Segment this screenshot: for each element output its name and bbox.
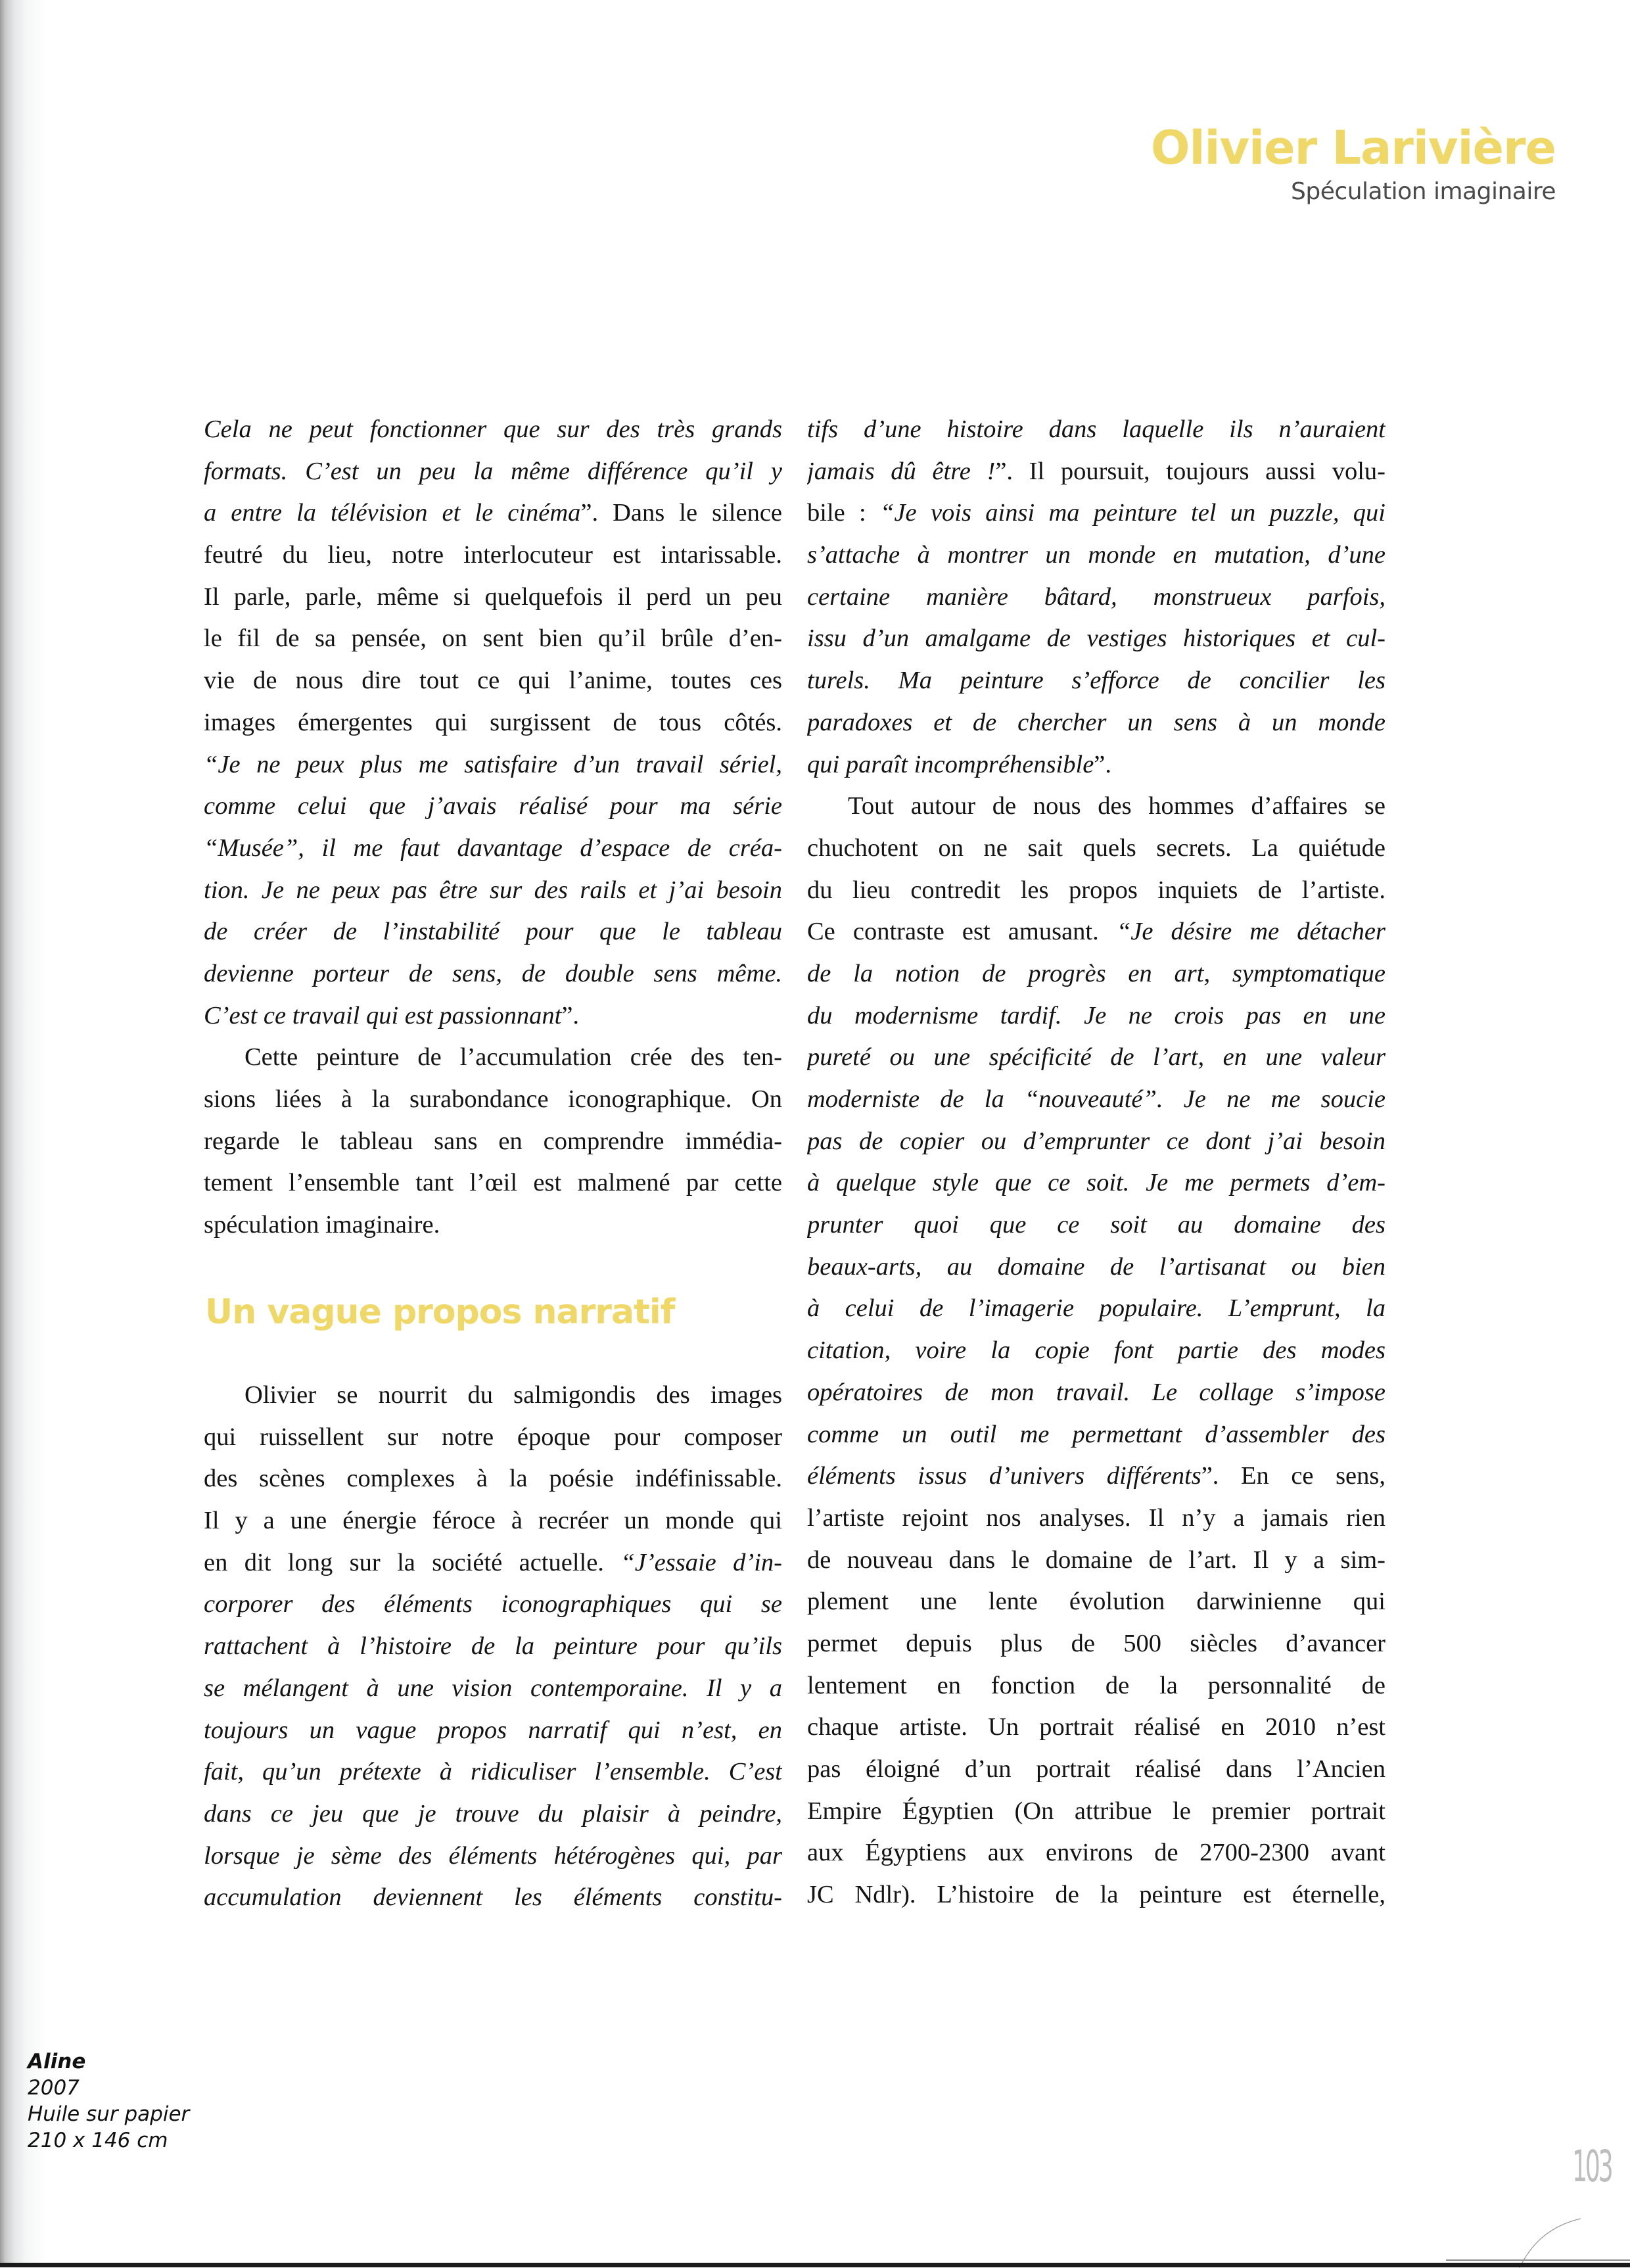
text-line xyxy=(807,534,1386,577)
body-text: tement l’ensemble tant l’œil est malmené par cette xyxy=(204,1169,782,1197)
text-line xyxy=(204,995,782,1037)
body-text: Il y a une énergie féroce à recréer un monde qui xyxy=(204,1507,782,1535)
body-text: de nouveau dans le domaine de l’art. Il y a sim- xyxy=(807,1546,1386,1574)
artwork-medium: Huile sur papier xyxy=(28,2102,190,2126)
text-line xyxy=(807,1330,1386,1372)
quote-text: devienne porteur de sens, de double sens même. xyxy=(204,959,782,987)
text-line xyxy=(204,1121,782,1163)
text-line xyxy=(204,1204,782,1246)
text-line xyxy=(807,1540,1386,1582)
quote-text: Cela ne peut fonctionner que sur des très grands xyxy=(204,415,782,443)
quote-text: qui paraît incompréhensible xyxy=(807,750,1094,778)
quote-text: dans ce jeu que je trouve du plaisir à peindre, xyxy=(204,1799,782,1828)
body-text: permet depuis plus de 500 siècles d’avancer xyxy=(807,1629,1386,1657)
body-text: Olivier se nourrit du salmigondis des images xyxy=(244,1381,782,1409)
text-line xyxy=(807,1246,1386,1288)
body-text: Cette peinture de l’accumulation crée des ten- xyxy=(244,1043,782,1072)
text-line xyxy=(807,1581,1386,1623)
text-line xyxy=(204,953,782,995)
quote-text: a entre la télévision et le cinéma xyxy=(204,499,581,527)
scan-bottom-edge xyxy=(0,2263,1630,2267)
artwork-caption xyxy=(28,2048,189,2154)
body-text: vie de nous dire tout ce qui l’anime, toutes ces xyxy=(204,667,782,695)
text-line xyxy=(807,786,1386,828)
quote-text: “Je désire me détacher xyxy=(1116,918,1386,946)
text-line xyxy=(204,702,782,744)
text-line xyxy=(204,1710,782,1752)
page-number: 103 xyxy=(1572,2141,1612,2192)
text-line xyxy=(807,744,1386,786)
quote-text: toujours un vague propos narratif qui n’est, en xyxy=(204,1716,782,1744)
quote-text: opératoires de mon travail. Le collage s’impose xyxy=(807,1378,1386,1406)
text-line xyxy=(204,1458,782,1500)
text-line xyxy=(807,1791,1386,1833)
text-line xyxy=(807,451,1386,493)
quote-text: lorsque je sème des éléments hétérogènes qui, par xyxy=(204,1841,782,1870)
text-line xyxy=(204,534,782,577)
text-line xyxy=(807,1372,1386,1414)
quote-text: à celui de l’imagerie populaire. L’emprunt, la xyxy=(807,1294,1386,1323)
text-line xyxy=(807,1707,1386,1749)
quote-text: pas de copier ou d’emprunter ce dont j’ai besoin xyxy=(807,1127,1386,1155)
left-column-top xyxy=(204,409,782,1246)
text-line xyxy=(807,577,1386,619)
text-line xyxy=(204,870,782,912)
left-column-bottom xyxy=(204,1375,782,1919)
text-line xyxy=(204,1079,782,1121)
quote-text: issu d’un amalgame de vestiges historiques et cul- xyxy=(807,625,1386,653)
body-text: chaque artiste. Un portrait réalisé en 2010 n’est xyxy=(807,1713,1386,1741)
quote-text: se mélangent à une vision contemporaine. Il y a xyxy=(204,1674,782,1702)
text-line xyxy=(204,911,782,953)
body-text: ”. xyxy=(1094,750,1112,778)
text-line xyxy=(204,744,782,786)
body-text: JC Ndlr). L’histoire de la peinture est éternelle, xyxy=(807,1881,1386,1909)
quote-text: citation, voire la copie font partie des modes xyxy=(807,1336,1386,1365)
quote-text: à quelque style que ce soit. Je me permets d’em- xyxy=(807,1169,1386,1197)
quote-text: certaine manière bâtard, monstrueux parfois, xyxy=(807,582,1386,611)
quote-text: moderniste de la “nouveauté”. Je ne me soucie xyxy=(807,1085,1386,1113)
text-line xyxy=(807,1121,1386,1163)
text-line xyxy=(807,1079,1386,1121)
text-line xyxy=(204,1037,782,1079)
text-line xyxy=(807,1414,1386,1456)
text-line xyxy=(204,1417,782,1459)
text-line xyxy=(204,1500,782,1542)
text-line xyxy=(807,1162,1386,1204)
text-line xyxy=(204,786,782,828)
text-line xyxy=(807,911,1386,953)
body-text: bile : xyxy=(807,499,881,527)
article-subtitle: Spéculation imaginaire xyxy=(1291,178,1556,205)
text-line xyxy=(807,660,1386,702)
text-line xyxy=(807,702,1386,744)
text-line xyxy=(204,1877,782,1919)
body-text: spéculation imaginaire. xyxy=(204,1211,440,1239)
body-text: qui ruissellent sur notre époque pour composer xyxy=(204,1423,782,1451)
quote-text: “J’essaie d’in- xyxy=(620,1548,782,1576)
quote-text: accumulation deviennent les éléments constitu- xyxy=(204,1883,782,1912)
quote-text: C’est ce travail qui est passionnant xyxy=(204,1001,562,1029)
body-text: aux Égyptiens aux environs de 2700-2300 avant xyxy=(807,1839,1386,1867)
body-text: ”. Il poursuit, toujours aussi volu- xyxy=(995,457,1386,485)
text-line xyxy=(807,1665,1386,1707)
text-line xyxy=(204,1668,782,1710)
quote-text: de créer de l’instabilité pour que le tableau xyxy=(204,918,782,946)
text-line xyxy=(807,1623,1386,1665)
body-text: regarde le tableau sans en comprendre immédia- xyxy=(204,1127,782,1155)
text-line xyxy=(204,1375,782,1417)
section-heading: Un vague propos narratif xyxy=(205,1292,675,1332)
body-text: Il parle, parle, même si quelquefois il perd un peu xyxy=(204,582,782,611)
body-text: feutré du lieu, notre interlocuteur est intarissable. xyxy=(204,541,782,569)
text-line xyxy=(204,1584,782,1626)
text-line xyxy=(204,1542,782,1584)
bottom-rule xyxy=(1446,2259,1630,2261)
text-line xyxy=(807,1832,1386,1874)
body-text: chuchotent on ne sait quels secrets. La quiétude xyxy=(807,834,1386,862)
body-text: l’artiste rejoint nos analyses. Il n’y a jamais rien xyxy=(807,1503,1386,1532)
body-text: images émergentes qui surgissent de tous côtés. xyxy=(204,708,782,736)
text-line xyxy=(204,1162,782,1204)
page-header xyxy=(1151,118,1556,206)
quote-text: “Je ne peux plus me satisfaire d’un travail sériel, xyxy=(204,750,782,778)
quote-text: éléments issus d’univers différents xyxy=(807,1462,1201,1490)
quote-text: prunter quoi que ce soit au domaine des xyxy=(807,1211,1386,1239)
body-text: Tout autour de nous des hommes d’affaires se xyxy=(848,792,1386,820)
article-title: Olivier Larivière xyxy=(1151,121,1556,175)
text-line xyxy=(807,1037,1386,1079)
quote-text: paradoxes et de chercher un sens à un monde xyxy=(807,708,1386,736)
body-text: sions liées à la surabondance iconographique. On xyxy=(204,1085,782,1113)
body-text: Ce contraste est amusant. xyxy=(807,918,1117,946)
text-line xyxy=(807,1455,1386,1498)
quote-text: tifs d’une histoire dans laquelle ils n’auraient xyxy=(807,415,1386,443)
quote-text: tion. Je ne peux pas être sur des rails et j’ai besoin xyxy=(204,876,782,904)
body-text: pas éloigné d’un portrait réalisé dans l’Ancien xyxy=(807,1755,1386,1783)
text-line xyxy=(807,492,1386,534)
artwork-dimensions: 210 x 146 cm xyxy=(28,2129,168,2152)
quote-text: beaux-arts, au domaine de l’artisanat ou bien xyxy=(807,1252,1386,1281)
text-line xyxy=(204,618,782,660)
text-line xyxy=(807,409,1386,451)
text-line xyxy=(807,618,1386,660)
text-line xyxy=(204,451,782,493)
text-line xyxy=(204,577,782,619)
text-line xyxy=(204,1793,782,1835)
body-text: des scènes complexes à la poésie indéfinissable. xyxy=(204,1465,782,1493)
text-line xyxy=(204,409,782,451)
right-column xyxy=(807,409,1386,1916)
body-text: ”. Dans le silence xyxy=(580,499,782,527)
body-text: plement une lente évolution darwinienne qui xyxy=(807,1588,1386,1616)
quote-text: comme un outil me permettant d’assembler des xyxy=(807,1420,1386,1448)
text-line xyxy=(807,1288,1386,1330)
text-line xyxy=(204,1626,782,1668)
text-line xyxy=(807,870,1386,912)
artwork-year: 2007 xyxy=(28,2076,80,2100)
body-text: ”. xyxy=(561,1001,580,1029)
quote-text: “Je vois ainsi ma peinture tel un puzzle, qui xyxy=(880,499,1386,527)
body-text: le fil de sa pensée, on sent bien qu’il brûle d’en- xyxy=(204,625,782,653)
text-line xyxy=(204,492,782,534)
body-text: lentement en fonction de la personnalité de xyxy=(807,1671,1386,1699)
quote-text: rattachent à l’histoire de la peinture pour qu’ils xyxy=(204,1632,782,1661)
text-line xyxy=(204,660,782,702)
text-line xyxy=(204,1835,782,1878)
body-text: du lieu contredit les propos inquiets de l’artiste. xyxy=(807,876,1386,904)
quote-text: jamais dû être ! xyxy=(807,457,996,485)
quote-text: de la notion de progrès en art, symptomatique xyxy=(807,959,1386,987)
text-line xyxy=(807,1498,1386,1540)
quote-text: formats. C’est un peu la même différence qu’il y xyxy=(204,457,782,485)
body-text: ”. En ce sens, xyxy=(1201,1462,1386,1490)
text-line xyxy=(204,1751,782,1793)
quote-text: pureté ou une spécificité de l’art, en une valeur xyxy=(807,1043,1386,1072)
quote-text: du modernisme tardif. Je ne crois pas en une xyxy=(807,1001,1386,1029)
text-line xyxy=(807,995,1386,1037)
text-line xyxy=(807,1204,1386,1246)
text-line xyxy=(807,1749,1386,1791)
body-text: en dit long sur la société actuelle. xyxy=(204,1548,621,1576)
quote-text: s’attache à montrer un monde en mutation, d’une xyxy=(807,541,1386,569)
artwork-title: Aline xyxy=(28,2050,86,2073)
text-line xyxy=(807,953,1386,995)
quote-text: corporer des éléments iconographiques qui se xyxy=(204,1590,782,1618)
text-line xyxy=(807,1874,1386,1916)
quote-text: turels. Ma peinture s’efforce de concilier les xyxy=(807,667,1386,695)
quote-text: “Musée”, il me faut davantage d’espace de créa- xyxy=(204,834,782,862)
quote-text: comme celui que j’avais réalisé pour ma série xyxy=(204,792,782,820)
quote-text: fait, qu’un prétexte à ridiculiser l’ensemble. C’est xyxy=(204,1758,782,1786)
text-line xyxy=(807,828,1386,870)
page-gutter-shadow xyxy=(0,0,46,2263)
text-line xyxy=(204,828,782,870)
body-text: Empire Égyptien (On attribue le premier portrait xyxy=(807,1797,1386,1825)
